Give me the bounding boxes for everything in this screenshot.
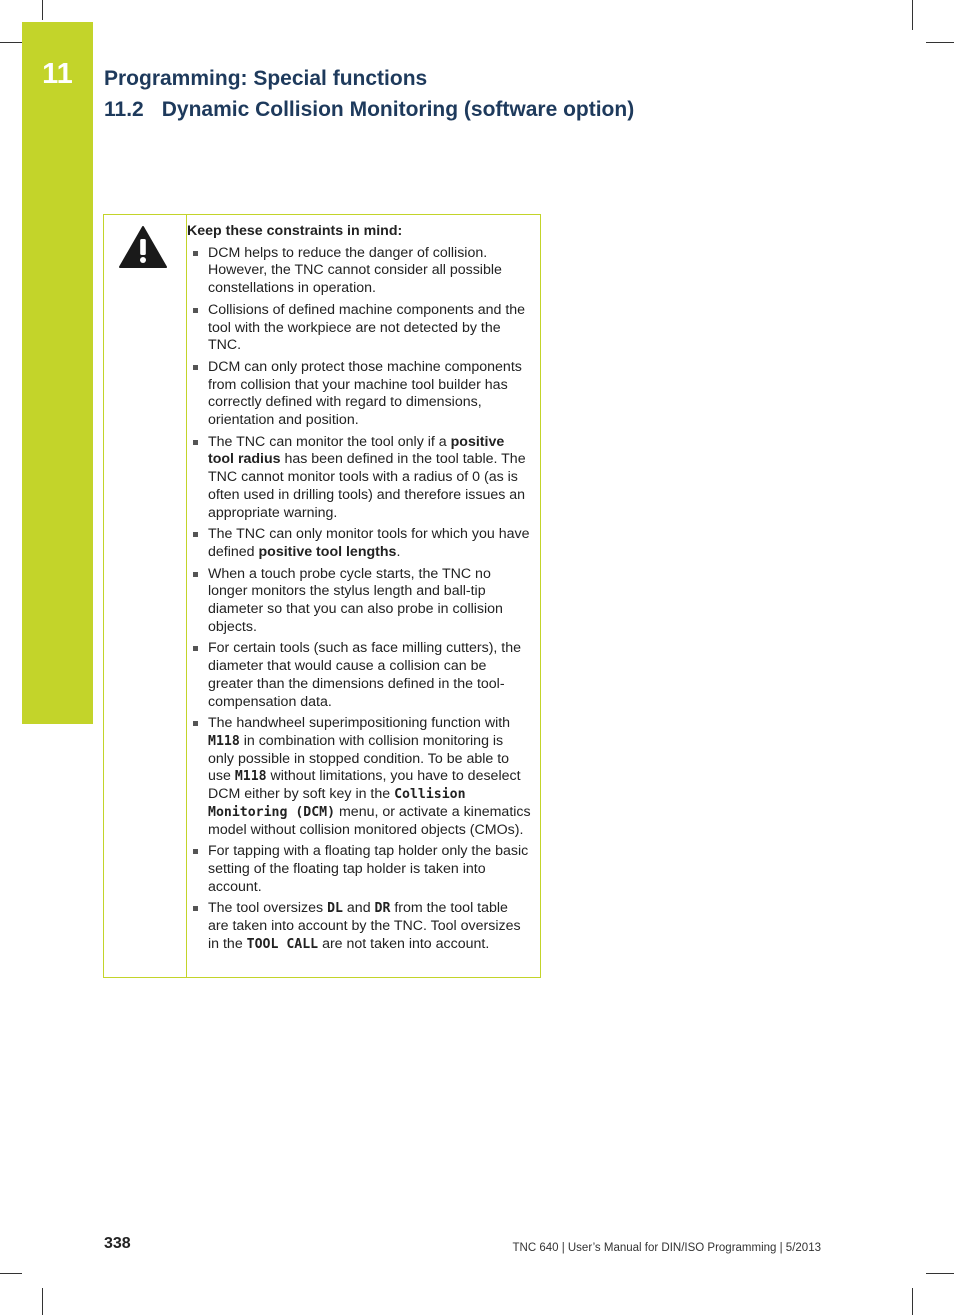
square-bullet-icon — [193, 308, 198, 313]
square-bullet-icon — [193, 251, 198, 256]
section-number: 11.2 — [104, 98, 144, 121]
item-text: The handwheel superimpositioning function with — [208, 715, 511, 732]
item-text: . — [396, 543, 401, 560]
item-text: The TNC can monitor the tool only if a — [208, 433, 451, 450]
chapter-tab-bar — [22, 22, 93, 724]
keyword: positive tool lengths — [258, 543, 397, 560]
square-bullet-icon — [193, 906, 198, 911]
item-text: The tool oversizes — [208, 900, 328, 917]
list-item — [187, 245, 532, 298]
item-text: are not taken into account. — [318, 935, 490, 952]
item-text: The TNC can only monitor tools for which you have defined — [208, 526, 530, 560]
warning-note-box — [103, 214, 541, 978]
item-text: For tapping with a floating tap holder only the basic setting of the floating tap holder is taken into account. — [208, 843, 529, 895]
keyword: positive tool radius — [208, 433, 505, 468]
item-text: in combination with collision monitoring is only possible in stopped condition. To be able to use — [208, 732, 510, 785]
list-item — [187, 434, 532, 523]
item-text: DCM helps to reduce the danger of collision. However, the TNC cannot consider all possible constellations in operation. — [208, 244, 502, 297]
crop-mark — [0, 1273, 22, 1274]
list-item — [187, 715, 532, 839]
code-keyword: M118 — [208, 733, 240, 749]
square-bullet-icon — [193, 572, 198, 577]
square-bullet-icon — [193, 849, 198, 854]
note-heading: Keep these constraints in mind: — [187, 223, 403, 239]
item-text: For certain tools (such as face milling cutters), the diameter that would cause a collision can be greater than the dimensions defined in the tool-compensation data. — [208, 640, 522, 710]
list-item — [187, 900, 532, 953]
list-item — [187, 640, 532, 711]
section-title-text: Dynamic Collision Monitoring (software option) — [161, 98, 635, 121]
item-text: and — [342, 900, 375, 917]
note-content — [187, 223, 532, 957]
crop-mark — [0, 42, 22, 43]
list-item — [187, 526, 532, 561]
code-keyword: TOOL CALL — [246, 936, 319, 952]
footer-text: TNC 640 | User’s Manual for DIN/ISO Programming | 5/2013 — [512, 1242, 821, 1254]
item-text: has been defined in the tool table. The TNC cannot monitor tools with a radius of 0 (as is often used in drilling tools) and therefore issues an appropriate warning. — [208, 451, 526, 521]
chapter-title: Programming: Special functions — [104, 67, 428, 90]
item-text: DCM can only protect those machine components from collision that your machine tool builder has correctly defined with regard to dimensions, orientation and position. — [208, 358, 522, 429]
square-bullet-icon — [193, 532, 198, 537]
item-text: menu, or activate a kinematics model without collision monitored objects (CMOs). — [208, 803, 531, 838]
square-bullet-icon — [193, 365, 198, 370]
item-text: from the tool table are taken into account by the TNC. Tool oversizes in the — [208, 900, 521, 952]
constraints-list — [187, 245, 532, 954]
code-keyword: DR — [374, 901, 391, 917]
item-text: When a touch probe cycle starts, the TNC no longer monitors the stylus length and ball-tip diameter so that you can also probe in collision objects. — [208, 565, 503, 635]
section-title — [104, 98, 634, 122]
list-item — [187, 566, 532, 637]
crop-mark — [926, 1273, 954, 1274]
item-text: without limitations, you have to deselect DCM either by soft key in the — [208, 768, 521, 803]
code-keyword: M118 — [234, 769, 267, 785]
page-number: 338 — [104, 1235, 131, 1252]
list-item — [187, 359, 532, 430]
crop-mark — [926, 42, 954, 43]
list-item — [187, 302, 532, 355]
code-keyword: DL — [327, 901, 343, 917]
chapter-number: 11 — [42, 58, 73, 90]
item-text: Collisions of defined machine components and the tool with the workpiece are not detected by the TNC. — [208, 301, 526, 354]
square-bullet-icon — [193, 721, 198, 726]
square-bullet-icon — [193, 646, 198, 651]
warning-triangle-icon — [119, 225, 167, 269]
square-bullet-icon — [193, 440, 198, 445]
soft-key-label: Collision Monitoring (DCM) — [208, 787, 466, 820]
crop-mark — [912, 1288, 913, 1315]
crop-mark — [912, 0, 913, 30]
crop-mark — [42, 0, 43, 20]
list-item — [187, 843, 532, 896]
crop-mark — [42, 1288, 43, 1315]
